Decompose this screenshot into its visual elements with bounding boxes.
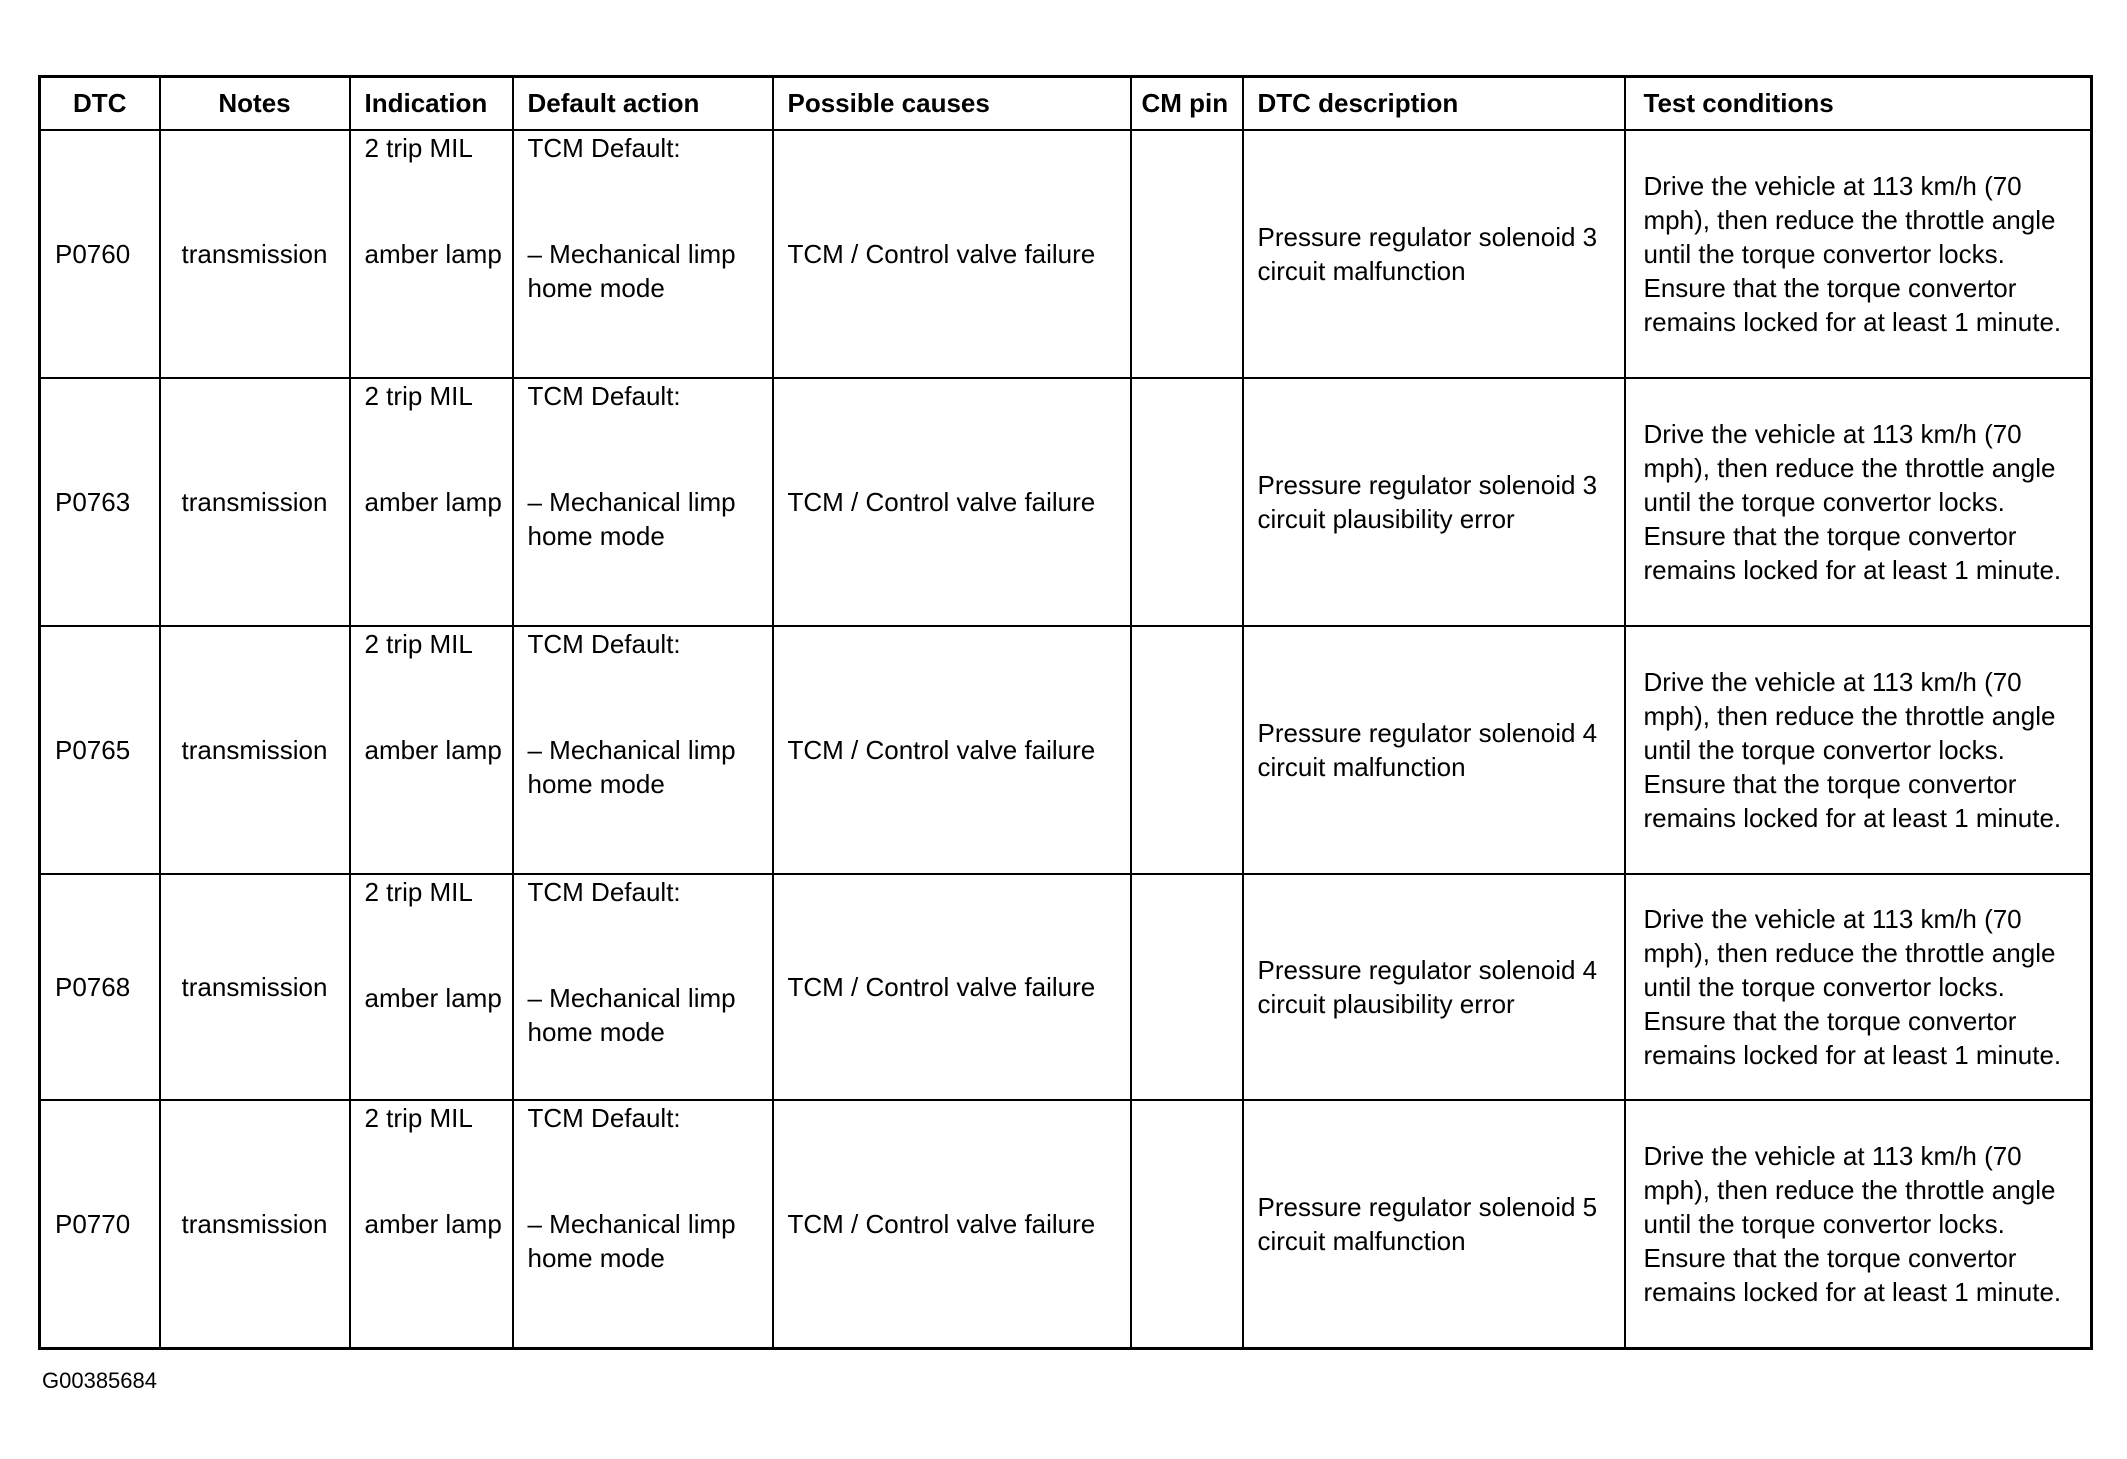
test-conditions-cell: Drive the vehicle at 113 km/h (70 mph), then reduce the throttle angle until the torque convertor locks. Ensure that the torque convertor remains locked for at least 1 minute. xyxy=(1625,130,2092,378)
indication-lamp-text: amber lamp xyxy=(364,735,502,765)
dtc-description-cell: Pressure regulator solenoid 3 circuit plausibility error xyxy=(1243,378,1625,626)
notes-cell: transmission xyxy=(160,1100,350,1348)
indication-lamp-text: amber lamp xyxy=(364,983,502,1013)
table-row xyxy=(40,874,2092,1100)
dtc-description-cell: Pressure regulator solenoid 5 circuit malfunction xyxy=(1243,1100,1625,1348)
header-row xyxy=(40,77,2092,131)
default-action-cell xyxy=(513,378,773,626)
indication-trip-text: 2 trip MIL xyxy=(364,877,473,907)
possible-causes-cell: TCM / Control valve failure xyxy=(773,378,1131,626)
dtc-code-cell: P0770 xyxy=(40,1100,160,1348)
cm-pin-cell xyxy=(1131,130,1243,378)
cm-pin-cell xyxy=(1131,874,1243,1100)
indication-trip-text: 2 trip MIL xyxy=(364,381,473,411)
table-row xyxy=(40,626,2092,874)
default-action-cell xyxy=(513,1100,773,1348)
indication-cell xyxy=(350,378,513,626)
default-action-cell xyxy=(513,626,773,874)
default-action-mode: – Mechanical limp home mode xyxy=(527,735,736,799)
notes-cell: transmission xyxy=(160,874,350,1100)
cm-pin-cell xyxy=(1131,378,1243,626)
default-action-cell xyxy=(513,130,773,378)
header-dtc: DTC xyxy=(40,77,160,131)
header-possible-causes: Possible causes xyxy=(773,77,1131,131)
default-action-title: TCM Default: xyxy=(527,877,681,907)
indication-trip-text: 2 trip MIL xyxy=(364,629,473,659)
default-action-cell xyxy=(513,874,773,1100)
dtc-description-cell: Pressure regulator solenoid 4 circuit malfunction xyxy=(1243,626,1625,874)
indication-trip-text: 2 trip MIL xyxy=(364,1103,473,1133)
default-action-title: TCM Default: xyxy=(527,381,681,411)
dtc-code-cell: P0765 xyxy=(40,626,160,874)
header-default-action: Default action xyxy=(513,77,773,131)
table-row xyxy=(40,378,2092,626)
table-row xyxy=(40,130,2092,378)
dtc-description-cell: Pressure regulator solenoid 3 circuit malfunction xyxy=(1243,130,1625,378)
header-dtc-description: DTC description xyxy=(1243,77,1625,131)
indication-lamp-text: amber lamp xyxy=(364,239,502,269)
indication-cell xyxy=(350,874,513,1100)
possible-causes-cell: TCM / Control valve failure xyxy=(773,626,1131,874)
indication-lamp-text: amber lamp xyxy=(364,1209,502,1239)
header-notes: Notes xyxy=(160,77,350,131)
header-indication: Indication xyxy=(350,77,513,131)
default-action-mode: – Mechanical limp home mode xyxy=(527,239,736,303)
indication-trip-text: 2 trip MIL xyxy=(364,133,473,163)
default-action-title: TCM Default: xyxy=(527,1103,681,1133)
header-test-conditions: Test conditions xyxy=(1625,77,2092,131)
dtc-code-cell: P0763 xyxy=(40,378,160,626)
dtc-code-cell: P0768 xyxy=(40,874,160,1100)
possible-causes-cell: TCM / Control valve failure xyxy=(773,1100,1131,1348)
possible-causes-cell: TCM / Control valve failure xyxy=(773,874,1131,1100)
possible-causes-cell: TCM / Control valve failure xyxy=(773,130,1131,378)
dtc-code-cell: P0760 xyxy=(40,130,160,378)
dtc-table xyxy=(38,75,2093,1350)
test-conditions-cell: Drive the vehicle at 113 km/h (70 mph), then reduce the throttle angle until the torque convertor locks. Ensure that the torque convertor remains locked for at least 1 minute. xyxy=(1625,626,2092,874)
notes-cell: transmission xyxy=(160,378,350,626)
test-conditions-cell: Drive the vehicle at 113 km/h (70 mph), then reduce the throttle angle until the torque convertor locks. Ensure that the torque convertor remains locked for at least 1 minute. xyxy=(1625,378,2092,626)
default-action-mode: – Mechanical limp home mode xyxy=(527,983,736,1047)
indication-cell xyxy=(350,626,513,874)
cm-pin-cell xyxy=(1131,1100,1243,1348)
notes-cell: transmission xyxy=(160,626,350,874)
table-body xyxy=(40,130,2092,1348)
default-action-title: TCM Default: xyxy=(527,629,681,659)
default-action-mode: – Mechanical limp home mode xyxy=(527,487,736,551)
default-action-title: TCM Default: xyxy=(527,133,681,163)
figure-code: G00385684 xyxy=(42,1368,157,1393)
test-conditions-cell: Drive the vehicle at 113 km/h (70 mph), then reduce the throttle angle until the torque convertor locks. Ensure that the torque convertor remains locked for at least 1 minute. xyxy=(1625,874,2092,1100)
indication-cell xyxy=(350,130,513,378)
test-conditions-cell: Drive the vehicle at 113 km/h (70 mph), then reduce the throttle angle until the torque convertor locks. Ensure that the torque convertor remains locked for at least 1 minute. xyxy=(1625,1100,2092,1348)
indication-lamp-text: amber lamp xyxy=(364,487,502,517)
dtc-description-cell: Pressure regulator solenoid 4 circuit plausibility error xyxy=(1243,874,1625,1100)
header-cm-pin: CM pin xyxy=(1131,77,1243,131)
cm-pin-cell xyxy=(1131,626,1243,874)
indication-cell xyxy=(350,1100,513,1348)
default-action-mode: – Mechanical limp home mode xyxy=(527,1209,736,1273)
table-row xyxy=(40,1100,2092,1348)
notes-cell: transmission xyxy=(160,130,350,378)
